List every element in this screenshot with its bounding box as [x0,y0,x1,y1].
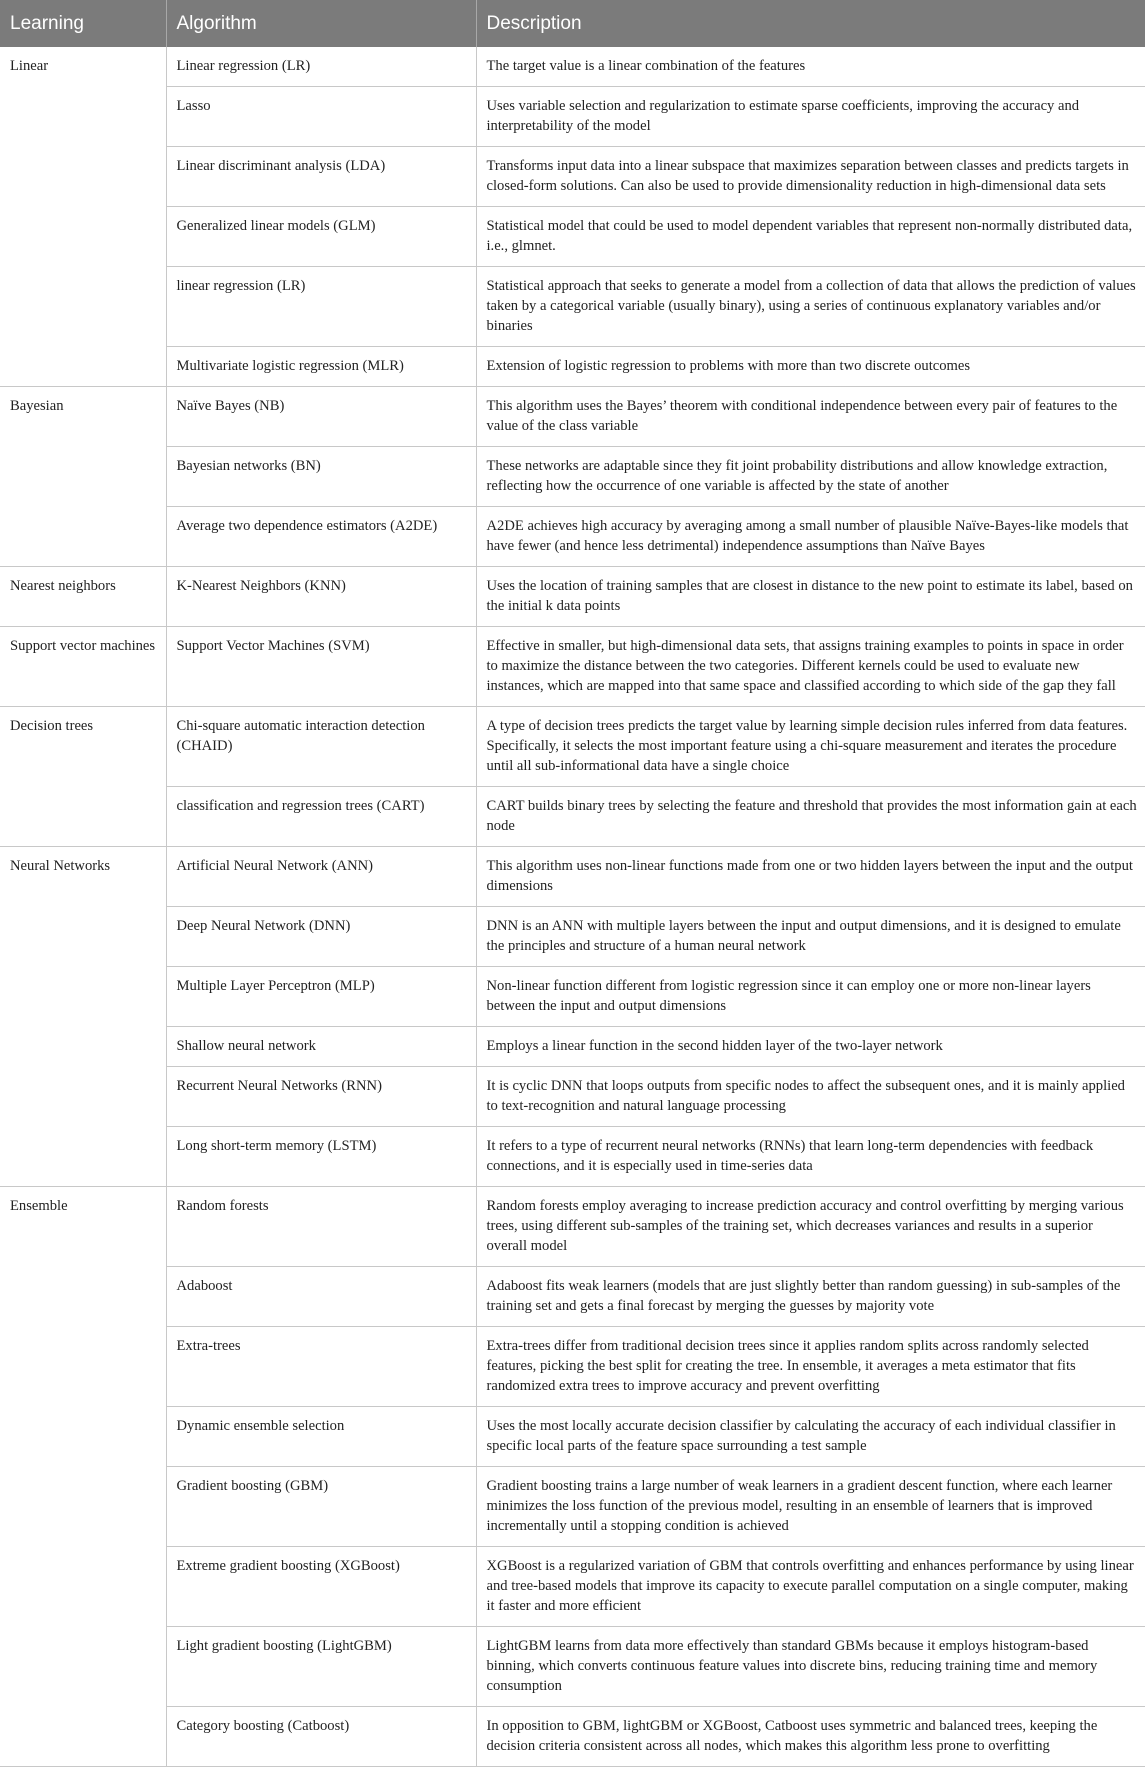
algorithm-cell: Artificial Neural Network (ANN) [166,847,476,907]
algorithm-cell: Recurrent Neural Networks (RNN) [166,1067,476,1127]
algorithm-cell: Shallow neural network [166,1027,476,1067]
description-cell: DNN is an ANN with multiple layers between the input and output dimensions, and it is designed to emulate the principles and structure of a human neural network [476,907,1145,967]
algorithm-cell: Deep Neural Network (DNN) [166,907,476,967]
algorithm-cell: Extra-trees [166,1327,476,1407]
algorithm-cell: linear regression (LR) [166,267,476,347]
table-row [0,347,1145,387]
description-cell: CART builds binary trees by selecting the feature and threshold that provides the most information gain at each node [476,787,1145,847]
description-cell: Extra-trees differ from traditional decision trees since it applies random splits across randomly selected features, picking the best split for creating the tree. In ensemble, it averages a meta estimator that fits randomized extra trees to improve accuracy and prevent overfitting [476,1327,1145,1407]
table-row [0,907,1145,967]
algorithm-cell: Category boosting (Catboost) [166,1707,476,1767]
algorithm-cell: Adaboost [166,1267,476,1327]
algorithm-cell: Lasso [166,87,476,147]
table-row [0,1327,1145,1407]
description-cell: Transforms input data into a linear subspace that maximizes separation between classes and predicts targets in closed-form solutions. Can also be used to provide dimensionality reduction in high-dimensional data sets [476,147,1145,207]
table-row [0,47,1145,87]
description-cell: A2DE achieves high accuracy by averaging among a small number of plausible Naïve-Bayes-like models that have fewer (and hence less detrimental) independence assumptions than Naïve Bayes [476,507,1145,567]
algorithm-cell: Multiple Layer Perceptron (MLP) [166,967,476,1027]
learning-cell: Nearest neighbors [0,567,166,627]
table-row [0,1707,1145,1767]
algorithm-cell: Light gradient boosting (LightGBM) [166,1627,476,1707]
description-cell: In opposition to GBM, lightGBM or XGBoost, Catboost uses symmetric and balanced trees, keeping the decision criteria consistent across all nodes, which makes this algorithm less prone to overfitting [476,1707,1145,1767]
table-row [0,1547,1145,1627]
header-row [0,0,1145,47]
algorithm-cell: classification and regression trees (CART) [166,787,476,847]
table-row [0,707,1145,787]
algorithm-cell: Generalized linear models (GLM) [166,207,476,267]
table-row [0,787,1145,847]
algorithm-cell: Random forests [166,1187,476,1267]
table-row [0,1027,1145,1067]
description-cell: It is cyclic DNN that loops outputs from specific nodes to affect the subsequent ones, and it is mainly applied to text-recognition and natural language processing [476,1067,1145,1127]
description-cell: Random forests employ averaging to increase prediction accuracy and control overfitting by merging various trees, using different sub-samples of the training set, which decreases variances and results in a superior overall model [476,1187,1145,1267]
table-row [0,267,1145,347]
table-row [0,1407,1145,1467]
table-row [0,87,1145,147]
table-row [0,387,1145,447]
algorithm-cell: Bayesian networks (BN) [166,447,476,507]
learning-cell: Linear [0,47,166,387]
description-cell: Gradient boosting trains a large number of weak learners in a gradient descent function, where each learner minimizes the loss function of the previous model, resulting in an ensemble of learners that is improved incrementally until a stopping condition is achieved [476,1467,1145,1547]
description-cell: This algorithm uses non-linear functions made from one or two hidden layers between the input and the output dimensions [476,847,1145,907]
description-cell: It refers to a type of recurrent neural networks (RNNs) that learn long-term dependencies with feedback connections, and it is especially used in time-series data [476,1127,1145,1187]
learning-cell: Bayesian [0,387,166,567]
description-cell: Effective in smaller, but high-dimensional data sets, that assigns training examples to points in space in order to maximize the distance between the two categories. Different kernels could be used to evaluate new instances, which are mapped into that same space and classified according to which side of the gap they fall [476,627,1145,707]
algorithm-cell: Linear regression (LR) [166,47,476,87]
description-cell: Uses the most locally accurate decision classifier by calculating the accuracy of each individual classifier in specific local parts of the feature space surrounding a test sample [476,1407,1145,1467]
algorithm-cell: K-Nearest Neighbors (KNN) [166,567,476,627]
description-cell: Employs a linear function in the second hidden layer of the two-layer network [476,1027,1145,1067]
header-learning: Learning [0,0,166,47]
table-row [0,1187,1145,1267]
table-row [0,1127,1145,1187]
table-header [0,0,1145,47]
description-cell: LightGBM learns from data more effectively than standard GBMs because it employs histogram-based binning, which converts continuous feature values into discrete bins, reducing training time and memory consumption [476,1627,1145,1707]
algorithm-cell: Long short-term memory (LSTM) [166,1127,476,1187]
algorithm-cell: Multivariate logistic regression (MLR) [166,347,476,387]
algorithm-cell: Linear discriminant analysis (LDA) [166,147,476,207]
description-cell: A type of decision trees predicts the target value by learning simple decision rules inferred from data features. Specifically, it selects the most important feature using a chi-square measurement and iterates the procedure until all sub-informational data have a single choice [476,707,1145,787]
table-body [0,47,1145,1767]
table-row [0,1627,1145,1707]
learning-cell: Ensemble [0,1187,166,1767]
description-cell: The target value is a linear combination of the features [476,47,1145,87]
algorithm-cell: Average two dependence estimators (A2DE) [166,507,476,567]
description-cell: This algorithm uses the Bayes’ theorem with conditional independence between every pair of features to the value of the class variable [476,387,1145,447]
table-row [0,567,1145,627]
table-row [0,627,1145,707]
algorithm-cell: Extreme gradient boosting (XGBoost) [166,1547,476,1627]
algorithm-cell: Naïve Bayes (NB) [166,387,476,447]
table-row [0,207,1145,267]
description-cell: Uses the location of training samples that are closest in distance to the new point to estimate its label, based on the initial k data points [476,567,1145,627]
learning-cell: Decision trees [0,707,166,847]
description-cell: Extension of logistic regression to problems with more than two discrete outcomes [476,347,1145,387]
algorithm-cell: Chi-square automatic interaction detection (CHAID) [166,707,476,787]
table-row [0,1067,1145,1127]
table-row [0,847,1145,907]
description-cell: XGBoost is a regularized variation of GBM that controls overfitting and enhances performance by using linear and tree-based models that improve its capacity to execute parallel computation on a single computer, making it faster and more efficient [476,1547,1145,1627]
header-description: Description [476,0,1145,47]
description-cell: Statistical approach that seeks to generate a model from a collection of data that allows the prediction of values taken by a categorical variable (usually binary), using a series of continuous explanatory variables and/or binaries [476,267,1145,347]
description-cell: Statistical model that could be used to model dependent variables that represent non-normally distributed data, i.e., glmnet. [476,207,1145,267]
description-cell: Adaboost fits weak learners (models that are just slightly better than random guessing) in sub-samples of the training set and gets a final forecast by merging the guesses by majority vote [476,1267,1145,1327]
table-row [0,967,1145,1027]
description-cell: Uses variable selection and regularization to estimate sparse coefficients, improving the accuracy and interpretability of the model [476,87,1145,147]
table-row [0,1267,1145,1327]
description-cell: These networks are adaptable since they fit joint probability distributions and allow knowledge extraction, reflecting how the occurrence of one variable is affected by the state of another [476,447,1145,507]
table-row [0,447,1145,507]
description-cell: Non-linear function different from logistic regression since it can employ one or more non-linear layers between the input and output dimensions [476,967,1145,1027]
algorithm-cell: Dynamic ensemble selection [166,1407,476,1467]
table-row [0,1467,1145,1547]
algorithm-cell: Support Vector Machines (SVM) [166,627,476,707]
table-row [0,507,1145,567]
learning-cell: Neural Networks [0,847,166,1187]
learning-cell: Support vector machines [0,627,166,707]
table-row [0,147,1145,207]
algorithm-cell: Gradient boosting (GBM) [166,1467,476,1547]
header-algorithm: Algorithm [166,0,476,47]
